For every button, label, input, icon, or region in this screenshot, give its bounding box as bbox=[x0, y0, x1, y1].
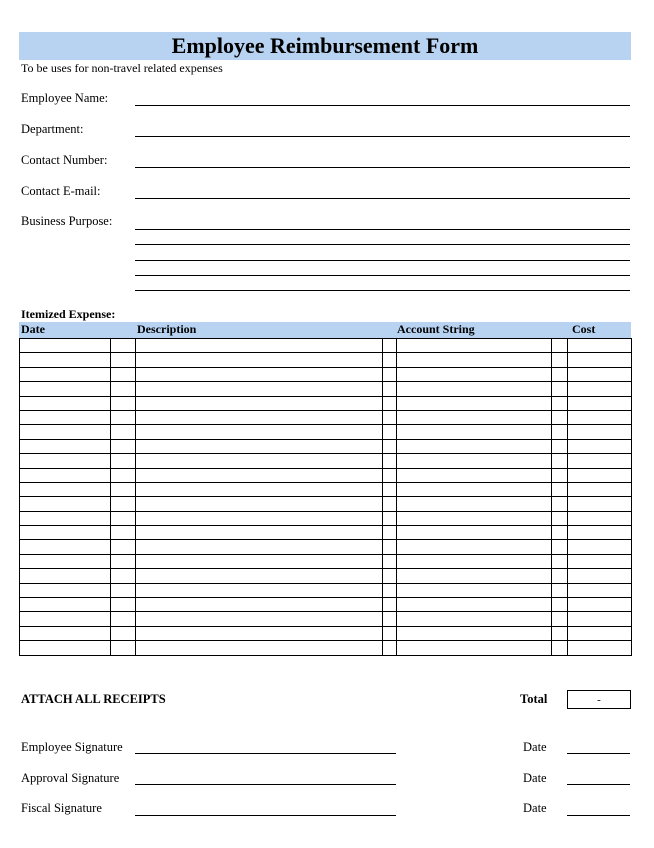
table-cell[interactable] bbox=[568, 482, 632, 496]
description-column-header: Description bbox=[137, 322, 197, 336]
table-cell[interactable] bbox=[111, 554, 136, 568]
table-cell[interactable] bbox=[552, 626, 568, 640]
employee-signature-label: Employee Signature bbox=[21, 740, 123, 754]
table-cell[interactable] bbox=[136, 569, 383, 583]
approval-date-field[interactable] bbox=[567, 784, 630, 785]
table-row bbox=[20, 641, 632, 655]
table-cell[interactable] bbox=[568, 569, 632, 583]
table-cell[interactable] bbox=[111, 626, 136, 640]
table-cell[interactable] bbox=[136, 382, 383, 396]
table-cell[interactable] bbox=[136, 626, 383, 640]
table-row bbox=[20, 396, 632, 410]
table-cell[interactable] bbox=[20, 526, 111, 540]
table-cell[interactable] bbox=[552, 554, 568, 568]
table-cell[interactable] bbox=[397, 569, 552, 583]
table-cell[interactable] bbox=[383, 612, 397, 626]
table-cell[interactable] bbox=[552, 468, 568, 482]
total-value: - bbox=[597, 693, 601, 706]
table-cell[interactable] bbox=[383, 626, 397, 640]
table-cell[interactable] bbox=[383, 410, 397, 424]
approval-signature-field[interactable] bbox=[135, 784, 396, 785]
table-cell[interactable] bbox=[20, 612, 111, 626]
table-cell[interactable] bbox=[552, 497, 568, 511]
table-cell[interactable] bbox=[136, 554, 383, 568]
contact-number-field[interactable] bbox=[135, 167, 630, 168]
table-cell[interactable] bbox=[383, 526, 397, 540]
table-cell[interactable] bbox=[383, 497, 397, 511]
form-title-bar bbox=[19, 32, 631, 60]
business-purpose-line-1[interactable] bbox=[135, 229, 630, 230]
table-cell[interactable] bbox=[397, 583, 552, 597]
table-cell[interactable] bbox=[552, 583, 568, 597]
table-cell[interactable] bbox=[136, 396, 383, 410]
table-cell[interactable] bbox=[568, 382, 632, 396]
table-row bbox=[20, 382, 632, 396]
date-column-header: Date bbox=[21, 322, 45, 336]
table-cell[interactable] bbox=[552, 612, 568, 626]
table-cell[interactable] bbox=[552, 569, 568, 583]
table-cell[interactable] bbox=[136, 367, 383, 381]
table-cell[interactable] bbox=[20, 569, 111, 583]
table-row bbox=[20, 511, 632, 525]
table-row bbox=[20, 425, 632, 439]
table-cell[interactable] bbox=[568, 425, 632, 439]
table-cell[interactable] bbox=[383, 382, 397, 396]
table-cell[interactable] bbox=[568, 641, 632, 655]
table-cell[interactable] bbox=[111, 526, 136, 540]
business-purpose-line-3[interactable] bbox=[135, 260, 630, 261]
table-cell[interactable] bbox=[397, 353, 552, 367]
table-cell[interactable] bbox=[568, 526, 632, 540]
table-cell[interactable] bbox=[20, 353, 111, 367]
table-cell[interactable] bbox=[397, 396, 552, 410]
table-cell[interactable] bbox=[552, 482, 568, 496]
contact-number-label: Contact Number: bbox=[21, 153, 108, 167]
table-cell[interactable] bbox=[397, 612, 552, 626]
table-cell[interactable] bbox=[397, 468, 552, 482]
table-cell[interactable] bbox=[568, 439, 632, 453]
table-cell[interactable] bbox=[111, 583, 136, 597]
employee-date-label: Date bbox=[523, 740, 547, 754]
table-cell[interactable] bbox=[568, 540, 632, 554]
table-row bbox=[20, 439, 632, 453]
approval-date-label: Date bbox=[523, 771, 547, 785]
table-cell[interactable] bbox=[397, 641, 552, 655]
table-cell[interactable] bbox=[20, 396, 111, 410]
expense-table-header bbox=[19, 322, 631, 338]
fiscal-date-label: Date bbox=[523, 801, 547, 815]
table-cell[interactable] bbox=[20, 511, 111, 525]
table-cell[interactable] bbox=[111, 439, 136, 453]
table-cell[interactable] bbox=[552, 425, 568, 439]
table-cell[interactable] bbox=[568, 353, 632, 367]
table-cell[interactable] bbox=[568, 410, 632, 424]
table-cell[interactable] bbox=[383, 641, 397, 655]
employee-name-field[interactable] bbox=[135, 105, 630, 106]
table-row bbox=[20, 598, 632, 612]
table-cell[interactable] bbox=[383, 439, 397, 453]
table-cell[interactable] bbox=[397, 482, 552, 496]
table-cell[interactable] bbox=[552, 382, 568, 396]
contact-email-label: Contact E-mail: bbox=[21, 184, 101, 198]
table-cell[interactable] bbox=[397, 454, 552, 468]
table-cell[interactable] bbox=[552, 641, 568, 655]
itemized-expense-label: Itemized Expense: bbox=[21, 307, 116, 321]
table-cell[interactable] bbox=[136, 439, 383, 453]
table-cell[interactable] bbox=[20, 540, 111, 554]
table-cell[interactable] bbox=[397, 526, 552, 540]
table-row bbox=[20, 353, 632, 367]
table-cell[interactable] bbox=[552, 439, 568, 453]
table-row bbox=[20, 569, 632, 583]
table-cell[interactable] bbox=[397, 598, 552, 612]
table-cell[interactable] bbox=[111, 482, 136, 496]
business-purpose-line-5[interactable] bbox=[135, 290, 630, 291]
table-cell[interactable] bbox=[383, 583, 397, 597]
employee-name-label: Employee Name: bbox=[21, 91, 109, 105]
table-cell[interactable] bbox=[568, 367, 632, 381]
table-cell[interactable] bbox=[20, 410, 111, 424]
contact-email-field[interactable] bbox=[135, 198, 630, 199]
table-cell[interactable] bbox=[136, 526, 383, 540]
table-cell[interactable] bbox=[568, 511, 632, 525]
table-cell[interactable] bbox=[397, 554, 552, 568]
table-cell[interactable] bbox=[136, 511, 383, 525]
table-row bbox=[20, 339, 632, 353]
table-cell[interactable] bbox=[111, 396, 136, 410]
table-cell[interactable] bbox=[136, 583, 383, 597]
table-cell[interactable] bbox=[136, 497, 383, 511]
fiscal-date-field[interactable] bbox=[567, 815, 630, 816]
table-cell[interactable] bbox=[383, 454, 397, 468]
table-cell[interactable] bbox=[111, 511, 136, 525]
account-string-column-header: Account String bbox=[397, 322, 475, 336]
table-cell[interactable] bbox=[20, 367, 111, 381]
employee-signature-field[interactable] bbox=[135, 753, 396, 754]
business-purpose-line-2[interactable] bbox=[135, 244, 630, 245]
table-cell[interactable] bbox=[111, 410, 136, 424]
table-cell[interactable] bbox=[20, 598, 111, 612]
table-cell[interactable] bbox=[397, 497, 552, 511]
table-cell[interactable] bbox=[20, 641, 111, 655]
table-cell[interactable] bbox=[552, 454, 568, 468]
business-purpose-line-4[interactable] bbox=[135, 275, 630, 276]
table-cell[interactable] bbox=[552, 339, 568, 353]
table-cell[interactable] bbox=[111, 641, 136, 655]
table-cell[interactable] bbox=[111, 540, 136, 554]
table-cell[interactable] bbox=[552, 598, 568, 612]
table-cell[interactable] bbox=[397, 439, 552, 453]
fiscal-signature-field[interactable] bbox=[135, 815, 396, 816]
table-cell[interactable] bbox=[136, 482, 383, 496]
table-cell[interactable] bbox=[397, 367, 552, 381]
approval-signature-label: Approval Signature bbox=[21, 771, 120, 785]
table-cell[interactable] bbox=[568, 612, 632, 626]
table-cell[interactable] bbox=[111, 454, 136, 468]
table-cell[interactable] bbox=[383, 425, 397, 439]
cost-column-header: Cost bbox=[572, 322, 596, 336]
table-row bbox=[20, 540, 632, 554]
total-box[interactable] bbox=[567, 690, 631, 709]
table-cell[interactable] bbox=[383, 569, 397, 583]
table-row bbox=[20, 554, 632, 568]
table-cell[interactable] bbox=[397, 425, 552, 439]
table-cell[interactable] bbox=[383, 554, 397, 568]
table-cell[interactable] bbox=[20, 583, 111, 597]
table-cell[interactable] bbox=[111, 382, 136, 396]
table-cell[interactable] bbox=[111, 598, 136, 612]
table-cell[interactable] bbox=[552, 353, 568, 367]
table-row bbox=[20, 497, 632, 511]
table-cell[interactable] bbox=[568, 598, 632, 612]
table-cell[interactable] bbox=[552, 410, 568, 424]
table-cell[interactable] bbox=[136, 425, 383, 439]
table-row bbox=[20, 583, 632, 597]
table-cell[interactable] bbox=[136, 339, 383, 353]
table-cell[interactable] bbox=[111, 425, 136, 439]
table-row bbox=[20, 410, 632, 424]
table-cell[interactable] bbox=[136, 468, 383, 482]
table-cell[interactable] bbox=[568, 396, 632, 410]
table-cell[interactable] bbox=[20, 339, 111, 353]
table-cell[interactable] bbox=[111, 569, 136, 583]
table-row bbox=[20, 626, 632, 640]
table-cell[interactable] bbox=[136, 598, 383, 612]
table-row bbox=[20, 482, 632, 496]
table-cell[interactable] bbox=[111, 339, 136, 353]
table-cell[interactable] bbox=[568, 497, 632, 511]
table-cell[interactable] bbox=[397, 626, 552, 640]
table-row bbox=[20, 454, 632, 468]
table-cell[interactable] bbox=[20, 468, 111, 482]
table-cell[interactable] bbox=[383, 367, 397, 381]
table-cell[interactable] bbox=[552, 367, 568, 381]
table-cell[interactable] bbox=[568, 339, 632, 353]
department-field[interactable] bbox=[135, 136, 630, 137]
table-cell[interactable] bbox=[568, 554, 632, 568]
table-cell[interactable] bbox=[383, 396, 397, 410]
table-cell[interactable] bbox=[383, 353, 397, 367]
table-cell[interactable] bbox=[20, 554, 111, 568]
table-cell[interactable] bbox=[20, 382, 111, 396]
table-cell[interactable] bbox=[397, 511, 552, 525]
table-cell[interactable] bbox=[111, 612, 136, 626]
table-cell[interactable] bbox=[20, 626, 111, 640]
table-cell[interactable] bbox=[397, 339, 552, 353]
table-cell[interactable] bbox=[568, 583, 632, 597]
total-label: Total bbox=[520, 692, 548, 706]
business-purpose-label: Business Purpose: bbox=[21, 214, 113, 228]
table-cell[interactable] bbox=[136, 612, 383, 626]
department-label: Department: bbox=[21, 122, 84, 136]
table-cell[interactable] bbox=[136, 540, 383, 554]
table-cell[interactable] bbox=[111, 367, 136, 381]
table-cell[interactable] bbox=[111, 468, 136, 482]
table-cell[interactable] bbox=[383, 482, 397, 496]
table-cell[interactable] bbox=[552, 540, 568, 554]
table-cell[interactable] bbox=[552, 511, 568, 525]
form-title: Employee Reimbursement Form bbox=[171, 33, 479, 58]
employee-date-field[interactable] bbox=[567, 753, 630, 754]
table-cell[interactable] bbox=[20, 482, 111, 496]
table-row bbox=[20, 612, 632, 626]
table-cell[interactable] bbox=[111, 497, 136, 511]
table-cell[interactable] bbox=[136, 454, 383, 468]
table-cell[interactable] bbox=[136, 641, 383, 655]
table-cell[interactable] bbox=[20, 497, 111, 511]
attach-receipts-note: ATTACH ALL RECEIPTS bbox=[21, 692, 166, 706]
table-cell[interactable] bbox=[136, 353, 383, 367]
table-cell[interactable] bbox=[383, 540, 397, 554]
table-cell[interactable] bbox=[397, 410, 552, 424]
fiscal-signature-label: Fiscal Signature bbox=[21, 801, 102, 815]
form-subtitle: To be uses for non-travel related expenses bbox=[21, 61, 223, 75]
table-cell[interactable] bbox=[397, 382, 552, 396]
table-cell[interactable] bbox=[111, 353, 136, 367]
table-cell[interactable] bbox=[552, 396, 568, 410]
table-cell[interactable] bbox=[383, 468, 397, 482]
table-cell[interactable] bbox=[383, 598, 397, 612]
expense-table bbox=[19, 338, 632, 656]
table-cell[interactable] bbox=[568, 454, 632, 468]
table-cell[interactable] bbox=[397, 540, 552, 554]
table-row bbox=[20, 468, 632, 482]
table-cell[interactable] bbox=[552, 526, 568, 540]
table-cell[interactable] bbox=[568, 626, 632, 640]
table-cell[interactable] bbox=[136, 410, 383, 424]
table-cell[interactable] bbox=[383, 339, 397, 353]
table-cell[interactable] bbox=[20, 439, 111, 453]
table-row bbox=[20, 526, 632, 540]
table-row bbox=[20, 367, 632, 381]
table-cell[interactable] bbox=[20, 454, 111, 468]
table-cell[interactable] bbox=[568, 468, 632, 482]
table-cell[interactable] bbox=[383, 511, 397, 525]
table-cell[interactable] bbox=[20, 425, 111, 439]
